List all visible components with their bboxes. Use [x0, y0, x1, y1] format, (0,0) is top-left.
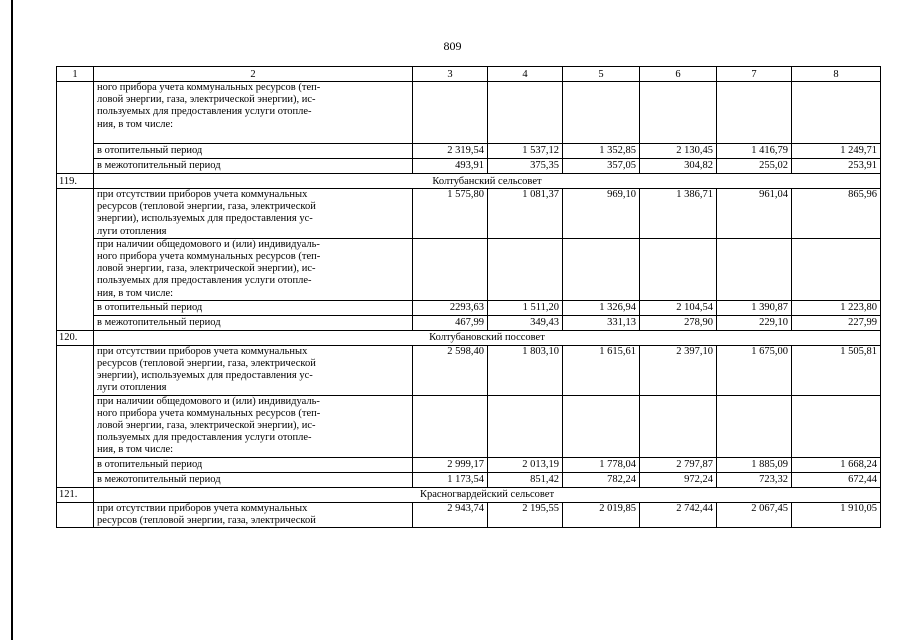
value-cell: 1 352,85: [563, 144, 640, 159]
value-cell: 331,13: [563, 315, 640, 330]
empty-cell: [640, 395, 717, 457]
value-cell: 1 885,09: [717, 457, 792, 472]
label-cell: в отопительный период: [94, 457, 413, 472]
value-cell: 229,10: [717, 315, 792, 330]
description-line: ловой энергии, газа, электрической энергии), ис-: [97, 263, 316, 275]
table-row-heating: [57, 457, 881, 472]
value-cell: 972,24: [640, 472, 717, 487]
column-header: 7: [717, 67, 792, 82]
empty-cell: [640, 238, 717, 300]
page-number: 809: [443, 39, 462, 53]
description-line: ресурсов (тепловой энергии, газа, электрической: [97, 358, 316, 370]
value-cell: 2 019,85: [563, 502, 640, 527]
table-row-with-meters: [57, 82, 881, 144]
value-cell: 1 910,05: [792, 502, 881, 527]
value-cell: 1 505,81: [792, 345, 881, 395]
empty-cell: [488, 238, 563, 300]
settlement-name: Красногвардейский сельсовет: [94, 487, 881, 502]
value-cell: 2 130,45: [640, 144, 717, 159]
value-cell: 278,90: [640, 315, 717, 330]
row-number-cell: [57, 345, 94, 487]
description-line: пользуемых для предоставления услуги отопле-: [97, 106, 312, 118]
empty-cell: [717, 82, 792, 144]
table-row-heating: [57, 144, 881, 159]
description-cell: [94, 502, 413, 527]
value-cell: 1 173,54: [413, 472, 488, 487]
row-number-cell: [57, 82, 94, 174]
description-line: ловой энергии, газа, электрической энергии), ис-: [97, 420, 316, 432]
description-line: пользуемых для предоставления услуги отопле-: [97, 432, 312, 444]
description-line: ресурсов (тепловой энергии, газа, электрической: [97, 201, 316, 213]
empty-cell: [413, 395, 488, 457]
value-cell: 2 319,54: [413, 144, 488, 159]
description-line: луги отопления: [97, 225, 167, 237]
table-row-without-meters: [57, 189, 881, 239]
description-line: ловой энергии, газа, электрической энергии), ис-: [97, 94, 316, 106]
settlement-row: [57, 487, 881, 502]
row-number: 121.: [57, 487, 94, 502]
empty-cell: [792, 82, 881, 144]
column-header: 5: [563, 67, 640, 82]
description-line: при отсутствии приборов учета коммунальных: [97, 345, 308, 357]
value-cell: 1 081,37: [488, 189, 563, 239]
value-cell: 1 537,12: [488, 144, 563, 159]
tariff-table: [56, 66, 881, 528]
description-cell: [94, 238, 413, 300]
value-cell: 723,32: [717, 472, 792, 487]
empty-cell: [563, 395, 640, 457]
value-cell: 2 013,19: [488, 457, 563, 472]
value-cell: 2 067,45: [717, 502, 792, 527]
value-cell: 2 397,10: [640, 345, 717, 395]
table-row-without-meters: [57, 502, 881, 527]
label-cell: в межотопительный период: [94, 315, 413, 330]
page-binding-edge: [11, 0, 13, 640]
description-line: при наличии общедомового и (или) индивидуаль-: [97, 238, 320, 250]
empty-cell: [717, 238, 792, 300]
value-cell: 227,99: [792, 315, 881, 330]
value-cell: 2293,63: [413, 300, 488, 315]
settlement-name: Колтубановский поссовет: [94, 330, 881, 345]
table-row-interheating: [57, 159, 881, 174]
empty-cell: [792, 238, 881, 300]
description-line: ния, в том числе:: [97, 287, 174, 299]
description-line: энергии), используемых для предоставления ус-: [97, 213, 313, 225]
table-row-interheating: [57, 315, 881, 330]
row-number: 120.: [57, 330, 94, 345]
column-header: 1: [57, 67, 94, 82]
table-row-heating: [57, 300, 881, 315]
value-cell: 1 668,24: [792, 457, 881, 472]
column-header: 2: [94, 67, 413, 82]
value-cell: 1 778,04: [563, 457, 640, 472]
value-cell: 349,43: [488, 315, 563, 330]
value-cell: 961,04: [717, 189, 792, 239]
label-cell: в межотопительный период: [94, 472, 413, 487]
value-cell: 255,02: [717, 159, 792, 174]
description-line: при наличии общедомового и (или) индивидуаль-: [97, 395, 320, 407]
value-cell: 1 390,87: [717, 300, 792, 315]
value-cell: 2 104,54: [640, 300, 717, 315]
settlement-name: Колтубанский сельсовет: [94, 174, 881, 189]
value-cell: 2 797,87: [640, 457, 717, 472]
description-line: ресурсов (тепловой энергии, газа, электрической: [97, 514, 316, 526]
value-cell: 253,91: [792, 159, 881, 174]
value-cell: 467,99: [413, 315, 488, 330]
description-line: ния, в том числе:: [97, 444, 174, 456]
value-cell: 1 249,71: [792, 144, 881, 159]
column-header: 8: [792, 67, 881, 82]
description-cell: [94, 395, 413, 457]
description-line: энергии), используемых для предоставления ус-: [97, 370, 313, 382]
description-cell: [94, 82, 413, 144]
table-row-interheating: [57, 472, 881, 487]
value-cell: 2 943,74: [413, 502, 488, 527]
description-line: при отсутствии приборов учета коммунальных: [97, 189, 308, 200]
empty-cell: [640, 82, 717, 144]
table-row-with-meters: [57, 395, 881, 457]
value-cell: 1 223,80: [792, 300, 881, 315]
empty-cell: [413, 82, 488, 144]
value-cell: 1 326,94: [563, 300, 640, 315]
value-cell: 851,42: [488, 472, 563, 487]
column-header: 6: [640, 67, 717, 82]
description-line: ного прибора учета коммунальных ресурсов (теп-: [97, 251, 321, 263]
empty-cell: [413, 238, 488, 300]
empty-cell: [563, 82, 640, 144]
label-cell: в межотопительный период: [94, 159, 413, 174]
column-header: 4: [488, 67, 563, 82]
value-cell: 1 511,20: [488, 300, 563, 315]
description-cell: [94, 345, 413, 395]
column-header: 3: [413, 67, 488, 82]
value-cell: 1 416,79: [717, 144, 792, 159]
value-cell: 304,82: [640, 159, 717, 174]
label-cell: в отопительный период: [94, 144, 413, 159]
value-cell: 1 803,10: [488, 345, 563, 395]
empty-cell: [488, 395, 563, 457]
value-cell: 1 575,80: [413, 189, 488, 239]
value-cell: 2 742,44: [640, 502, 717, 527]
value-cell: 672,44: [792, 472, 881, 487]
empty-cell: [792, 395, 881, 457]
label-cell: в отопительный период: [94, 300, 413, 315]
table-row-without-meters: [57, 345, 881, 395]
value-cell: 969,10: [563, 189, 640, 239]
value-cell: 1 675,00: [717, 345, 792, 395]
value-cell: 2 598,40: [413, 345, 488, 395]
empty-cell: [488, 82, 563, 144]
empty-cell: [717, 395, 792, 457]
table-row-with-meters: [57, 238, 881, 300]
description-line: луги отопления: [97, 382, 167, 394]
value-cell: 865,96: [792, 189, 881, 239]
value-cell: 2 999,17: [413, 457, 488, 472]
description-cell: [94, 189, 413, 239]
value-cell: 2 195,55: [488, 502, 563, 527]
row-number-cell: [57, 502, 94, 527]
value-cell: 1 615,61: [563, 345, 640, 395]
value-cell: 493,91: [413, 159, 488, 174]
description-line: ного прибора учета коммунальных ресурсов (теп-: [97, 82, 321, 93]
description-line: пользуемых для предоставления услуги отопле-: [97, 275, 312, 287]
value-cell: 375,35: [488, 159, 563, 174]
settlement-row: [57, 174, 881, 189]
row-number-cell: [57, 189, 94, 331]
description-line: ного прибора учета коммунальных ресурсов (теп-: [97, 407, 321, 419]
value-cell: 1 386,71: [640, 189, 717, 239]
value-cell: 782,24: [563, 472, 640, 487]
description-line: ния, в том числе:: [97, 118, 174, 130]
column-number-header-row: [57, 67, 881, 82]
value-cell: 357,05: [563, 159, 640, 174]
empty-cell: [563, 238, 640, 300]
settlement-row: [57, 330, 881, 345]
description-line: при отсутствии приборов учета коммунальных: [97, 502, 308, 514]
row-number: 119.: [57, 174, 94, 189]
